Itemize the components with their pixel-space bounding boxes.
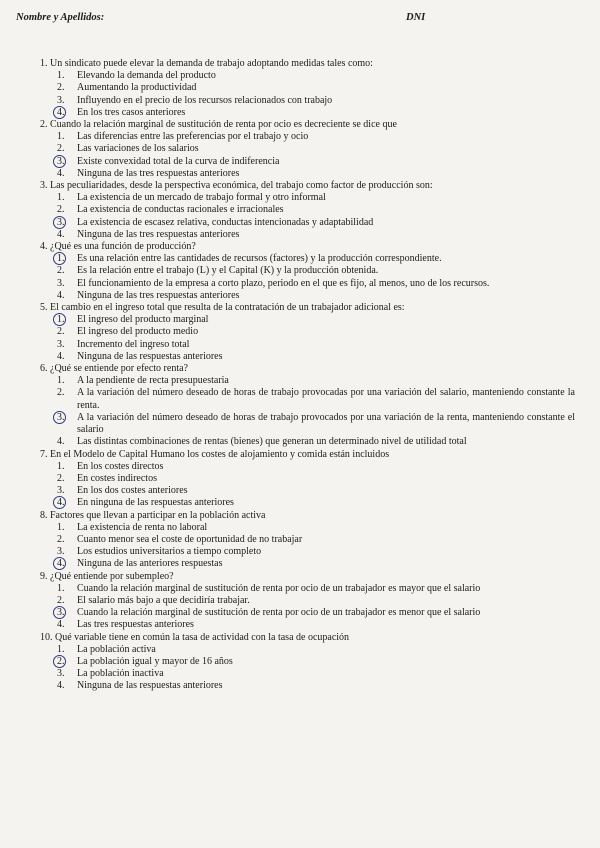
- option-item: [40, 595, 575, 607]
- option-item: [40, 351, 575, 363]
- option-text: Las variaciones de los salarios: [77, 143, 199, 155]
- option-text: Elevando la demanda del producto: [77, 70, 216, 82]
- option-text: A la variación del número deseado de horas de trabajo provocadas por una variación del salario, manteniendo constante la renta.: [77, 387, 575, 411]
- question-text: 9. ¿Qué entiende por subempleo?: [40, 570, 174, 582]
- option-number: 3.: [57, 607, 65, 619]
- option-number: 1.: [57, 253, 65, 265]
- option-text: Ninguna de las tres respuestas anteriores: [77, 289, 240, 301]
- option-text: Cuando la relación marginal de sustitución de renta por ocio de un trabajador es menor que el salario: [77, 607, 481, 619]
- option-text: La población activa: [77, 643, 156, 655]
- question-8: [40, 510, 575, 571]
- option-text: El funcionamiento de la empresa a corto plazo, periodo en el que es fijo, al menos, uno de los recursos.: [77, 277, 490, 289]
- option-list: [40, 314, 575, 363]
- option-item: [40, 143, 575, 155]
- question-4: [40, 241, 575, 302]
- option-item-circled: [40, 607, 575, 619]
- question-text: 1. Un sindicato puede elevar la demanda de trabajo adoptando medidas tales como:: [40, 58, 373, 69]
- option-number: 3.: [57, 338, 65, 350]
- option-list: [40, 375, 575, 448]
- question-2: [40, 119, 575, 180]
- option-number: 1.: [57, 70, 65, 82]
- question-10: [40, 632, 575, 693]
- option-text: Ninguna de las respuestas anteriores: [77, 350, 223, 362]
- option-item-circled: [40, 217, 575, 229]
- option-number: 1.: [57, 375, 65, 387]
- option-number: 4.: [57, 436, 65, 448]
- option-item: [40, 473, 575, 485]
- option-number: 1.: [57, 643, 65, 655]
- option-number: 1.: [57, 460, 65, 472]
- option-text: Cuanto menor sea el coste de oportunidad de no trabajar: [77, 533, 303, 545]
- question-text: 2. Cuando la relación marginal de sustitución de renta por ocio es decreciente se dice que: [40, 119, 397, 131]
- name-label: Nombre y Apellidos:: [16, 12, 105, 23]
- option-text: Las distintas combinaciones de rentas (bienes) que generan un determinado nivel de utilidad total: [77, 436, 467, 448]
- option-text: Cuando la relación marginal de sustitución de renta por ocio de un trabajador es mayor que el salario: [77, 582, 481, 594]
- option-number: 1.: [57, 582, 65, 594]
- option-text: Los estudios universitarios a tiempo completo: [77, 546, 262, 558]
- option-list: [40, 70, 575, 119]
- option-number: 4.: [57, 558, 65, 570]
- question-text: 10. Qué variable tiene en común la tasa de actividad con la tasa de ocupación: [40, 631, 350, 643]
- dni-label: DNI: [406, 12, 426, 23]
- option-text: El ingreso del producto marginal: [77, 314, 209, 326]
- option-number: 4.: [57, 289, 65, 301]
- option-text: Existe convexidad total de la curva de indiferencia: [77, 155, 280, 167]
- option-text: Es la relación entre el trabajo (L) y el Capital (K) y la producción obtenida.: [77, 265, 379, 277]
- option-text: Ninguna de las respuestas anteriores: [77, 680, 223, 692]
- option-item: [40, 485, 575, 497]
- option-number: 3.: [57, 277, 65, 289]
- option-item: [40, 668, 575, 680]
- option-number: 4.: [57, 167, 65, 179]
- option-text: Las diferencias entre las preferencias por el trabajo y ocio: [77, 131, 309, 143]
- option-item-circled: [40, 558, 575, 570]
- option-number: 4.: [57, 106, 65, 118]
- option-item: [40, 534, 575, 546]
- option-text: Incremento del ingreso total: [77, 338, 190, 350]
- option-text: Ninguna de las tres respuestas anteriores: [77, 228, 240, 240]
- option-item-circled: [40, 107, 575, 119]
- option-text: El salario más bajo a que decidiría trabajar.: [77, 594, 250, 606]
- option-number: 1.: [57, 192, 65, 204]
- option-number: 4.: [57, 497, 65, 509]
- option-number: 2.: [57, 472, 65, 484]
- option-item: [40, 619, 575, 631]
- question-7: [40, 449, 575, 510]
- question-text: 4. ¿Qué es una función de producción?: [40, 241, 196, 253]
- option-number: 2.: [57, 143, 65, 155]
- option-number: 2.: [57, 82, 65, 94]
- option-item-circled: [40, 253, 575, 265]
- option-number: 3.: [57, 155, 65, 167]
- option-text: A la pendiente de recta presupuestaria: [77, 375, 229, 387]
- option-item: [40, 546, 575, 558]
- option-text: Aumentando la productividad: [77, 82, 197, 94]
- option-text: La población igual y mayor de 16 años: [77, 655, 233, 667]
- option-item: [40, 680, 575, 692]
- option-text: La existencia de renta no laboral: [77, 521, 208, 533]
- option-list: [40, 522, 575, 571]
- option-text: En ninguna de las respuestas anteriores: [77, 497, 234, 509]
- option-item: [40, 229, 575, 241]
- option-item: [40, 375, 575, 387]
- option-number: 2.: [57, 387, 65, 399]
- option-number: 4.: [57, 619, 65, 631]
- option-number: 3.: [57, 411, 65, 423]
- option-item-circled: [40, 656, 575, 668]
- option-item: [40, 461, 575, 473]
- option-item: [40, 70, 575, 82]
- option-item: [40, 387, 575, 411]
- question-text: 8. Factores que llevan a participar en la población activa: [40, 509, 266, 521]
- option-text: Ninguna de las tres respuestas anteriores: [77, 167, 240, 179]
- option-text: A la variación del número deseado de horas de trabajo provocados por una variación de la renta, manteniendo constante el salario: [77, 411, 575, 436]
- option-text: Las tres respuestas anteriores: [77, 619, 194, 631]
- question-6: [40, 363, 575, 448]
- question-list: [40, 58, 575, 693]
- option-item: [40, 131, 575, 143]
- option-number: 4.: [57, 680, 65, 692]
- option-number: 1.: [57, 131, 65, 143]
- option-number: 3.: [57, 668, 65, 680]
- option-text: En los tres casos anteriores: [77, 106, 186, 118]
- question-5: [40, 302, 575, 363]
- question-9: [40, 571, 575, 632]
- option-item: [40, 168, 575, 180]
- option-item: [40, 278, 575, 290]
- option-item: [40, 95, 575, 107]
- option-item: [40, 522, 575, 534]
- option-text: Ninguna de las anteriores respuestas: [77, 558, 223, 570]
- question-text: 7. En el Modelo de Capital Humano los costes de alojamiento y comida están incluidos: [40, 448, 390, 460]
- option-number: 1.: [57, 521, 65, 533]
- option-text: Influyendo en el precio de los recursos relacionados con trabajo: [77, 94, 333, 106]
- option-item-circled: [40, 156, 575, 168]
- option-list: [40, 644, 575, 693]
- option-item: [40, 326, 575, 338]
- option-item: [40, 290, 575, 302]
- option-item: [40, 436, 575, 448]
- option-number: 4.: [57, 228, 65, 240]
- option-number: 3.: [57, 94, 65, 106]
- option-number: 4.: [57, 350, 65, 362]
- option-item: [40, 265, 575, 277]
- option-item-circled: [40, 497, 575, 509]
- option-number: 2.: [57, 326, 65, 338]
- option-text: La existencia de un mercado de trabajo formal y otro informal: [77, 192, 326, 204]
- option-item: [40, 583, 575, 595]
- question-1: [40, 58, 575, 119]
- option-list: [40, 131, 575, 180]
- option-number: 3.: [57, 546, 65, 558]
- question-text: 6. ¿Qué se entiende por efecto renta?: [40, 363, 188, 375]
- question-text: 5. El cambio en el ingreso total que resulta de la contratación de un trabajador adicional es:: [40, 302, 405, 314]
- option-text: La existencia de escasez relativa, conductas intencionadas y adaptabilidad: [77, 216, 374, 228]
- option-text: En los costes directos: [77, 460, 164, 472]
- option-text: El ingreso del producto medio: [77, 326, 199, 338]
- option-text: En costes indirectos: [77, 472, 157, 484]
- option-list: [40, 461, 575, 510]
- option-text: Es una relación entre las cantidades de recursos (factores) y la producción correspondiente.: [77, 253, 442, 265]
- option-text: En los dos costes anteriores: [77, 485, 188, 497]
- option-list: [40, 192, 575, 241]
- option-item: [40, 339, 575, 351]
- option-item: [40, 192, 575, 204]
- option-number: 2.: [57, 533, 65, 545]
- question-text: 3. Las peculiaridades, desde la perspectiva económica, del trabajo como factor de producción son:: [40, 180, 433, 192]
- option-item-circled: [40, 314, 575, 326]
- option-number: 1.: [57, 314, 65, 326]
- option-list: [40, 583, 575, 632]
- option-text: La población inactiva: [77, 668, 164, 680]
- option-number: 2.: [57, 594, 65, 606]
- option-list: [40, 253, 575, 302]
- option-number: 3.: [57, 216, 65, 228]
- option-number: 3.: [57, 485, 65, 497]
- option-item: [40, 644, 575, 656]
- option-item: [40, 204, 575, 216]
- option-number: 2.: [57, 655, 65, 667]
- option-item: [40, 82, 575, 94]
- option-item-circled: [40, 412, 575, 436]
- header: [14, 8, 586, 30]
- option-number: 2.: [57, 204, 65, 216]
- option-number: 2.: [57, 265, 65, 277]
- question-3: [40, 180, 575, 241]
- option-text: La existencia de conductas racionales e irracionales: [77, 204, 284, 216]
